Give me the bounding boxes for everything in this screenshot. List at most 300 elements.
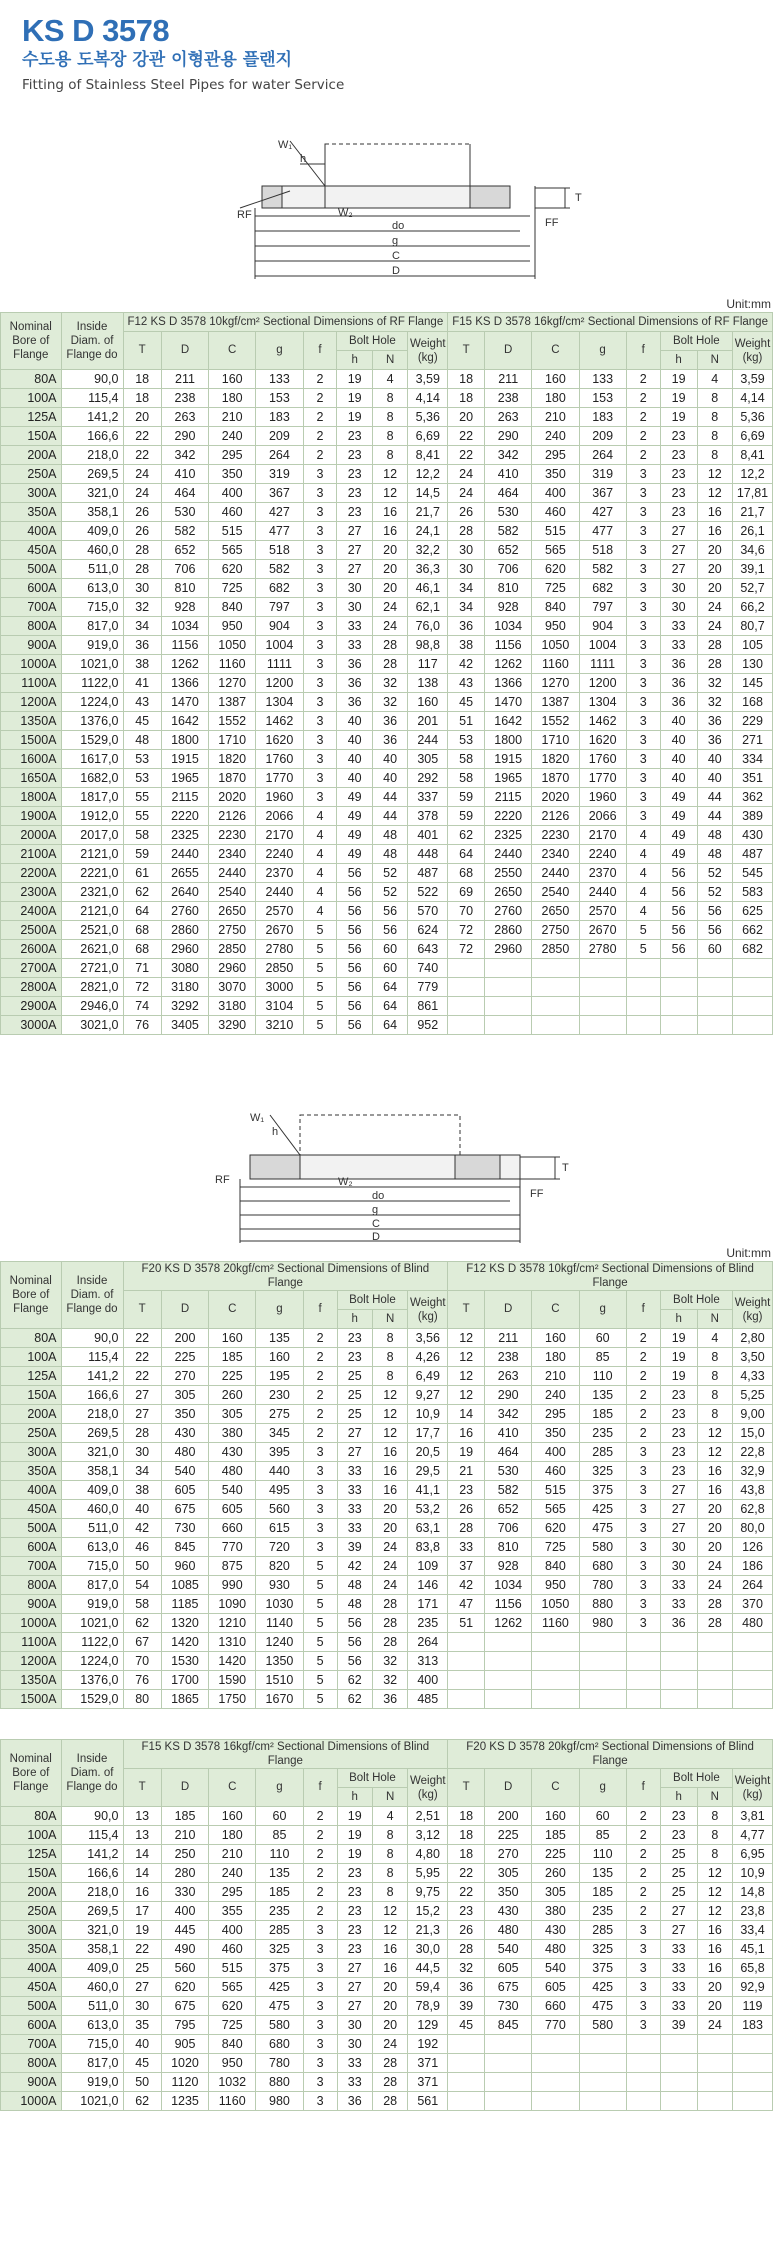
value-cell: 427 xyxy=(579,503,626,522)
value-cell: 3 xyxy=(626,465,660,484)
value-cell: 10,9 xyxy=(408,1405,448,1424)
value-cell xyxy=(697,978,732,997)
value-cell: 295 xyxy=(532,446,579,465)
value-cell: 410 xyxy=(161,465,208,484)
value-cell: 135 xyxy=(256,1864,303,1883)
value-cell: 2126 xyxy=(209,807,256,826)
value-cell: 27 xyxy=(337,1443,372,1462)
value-cell xyxy=(485,959,532,978)
inside-diam-cell: 2121,0 xyxy=(61,845,123,864)
nominal-bore-cell: 450A xyxy=(1,1500,62,1519)
value-cell: 3 xyxy=(303,2016,337,2035)
nominal-bore-cell: 1000A xyxy=(1,2092,62,2111)
inside-diam-cell: 460,0 xyxy=(61,1978,123,1997)
inside-diam-cell: 1376,0 xyxy=(61,1671,123,1690)
col-n: N xyxy=(697,351,732,370)
value-cell: 580 xyxy=(579,2016,626,2035)
value-cell: 263 xyxy=(485,1367,532,1386)
inside-diam-cell: 1122,0 xyxy=(61,674,123,693)
table-row xyxy=(1,864,773,883)
table-row xyxy=(1,1864,773,1883)
nominal-bore-cell: 2000A xyxy=(1,826,62,845)
value-cell: 1820 xyxy=(532,750,579,769)
col-weight: Weight (kg) xyxy=(732,332,772,370)
value-cell xyxy=(697,1633,732,1652)
value-cell: 565 xyxy=(209,541,256,560)
value-cell: 23,8 xyxy=(733,1902,773,1921)
value-cell: 378 xyxy=(408,807,448,826)
value-cell: 27 xyxy=(337,541,372,560)
value-cell: 58 xyxy=(448,769,485,788)
value-cell: 92,9 xyxy=(733,1978,773,1997)
value-cell: 477 xyxy=(256,522,303,541)
value-cell: 4,14 xyxy=(732,389,772,408)
value-cell: 30,0 xyxy=(408,1940,448,1959)
value-cell: 8 xyxy=(372,1826,407,1845)
value-cell: 1770 xyxy=(256,769,303,788)
col-weight: Weight (kg) xyxy=(733,1769,773,1807)
value-cell: 33 xyxy=(660,1576,697,1595)
value-cell xyxy=(579,2092,626,2111)
value-cell: 2170 xyxy=(256,826,303,845)
value-cell: 60 xyxy=(579,1329,626,1348)
value-cell: 3,81 xyxy=(733,1807,773,1826)
value-cell xyxy=(697,2054,732,2073)
value-cell: 48 xyxy=(337,1595,372,1614)
value-cell xyxy=(532,1016,579,1035)
value-cell: 2750 xyxy=(532,921,579,940)
value-cell: 12 xyxy=(448,1348,485,1367)
nominal-bore-cell: 1350A xyxy=(1,712,62,731)
value-cell: 840 xyxy=(532,1557,579,1576)
value-cell: 186 xyxy=(733,1557,773,1576)
table-row xyxy=(1,2092,773,2111)
value-cell: 28 xyxy=(372,1633,407,1652)
value-cell: 36 xyxy=(448,617,485,636)
value-cell: 1235 xyxy=(161,2092,208,2111)
value-cell: 9,27 xyxy=(408,1386,448,1405)
value-cell: 10,9 xyxy=(733,1864,773,1883)
value-cell: 56 xyxy=(337,1633,372,1652)
value-cell: 48 xyxy=(123,731,161,750)
table-row xyxy=(1,1329,773,1348)
value-cell xyxy=(448,978,485,997)
value-cell: 460 xyxy=(532,1462,579,1481)
value-cell: 2220 xyxy=(161,807,208,826)
value-cell: 24 xyxy=(372,617,407,636)
value-cell: 518 xyxy=(256,541,303,560)
value-cell: 41 xyxy=(123,674,161,693)
value-cell: 56 xyxy=(660,902,697,921)
nominal-bore-cell: 400A xyxy=(1,522,62,541)
d-label: D xyxy=(372,1231,380,1243)
inside-diam-cell: 1617,0 xyxy=(61,750,123,769)
value-cell: 52 xyxy=(372,864,407,883)
unit-label: Unit:mm xyxy=(726,1246,771,1260)
value-cell: 980 xyxy=(579,1614,626,1633)
table-row xyxy=(1,693,773,712)
value-cell: 30 xyxy=(337,2016,372,2035)
table-left-title: F20 KS D 3578 20kgf/cm² Sectional Dimensions of Blind Flange xyxy=(123,1262,448,1291)
value-cell: 540 xyxy=(485,1940,532,1959)
table-row xyxy=(1,408,773,427)
value-cell: 680 xyxy=(579,1557,626,1576)
value-cell: 5 xyxy=(303,1557,337,1576)
value-cell: 240 xyxy=(532,1386,579,1405)
value-cell: 4 xyxy=(626,902,660,921)
inside-diam-cell: 1021,0 xyxy=(61,2092,123,2111)
value-cell: 530 xyxy=(161,503,208,522)
value-cell xyxy=(579,1633,626,1652)
value-cell: 8 xyxy=(372,1367,407,1386)
table-right-title: F12 KS D 3578 10kgf/cm² Sectional Dimensions of Blind Flange xyxy=(448,1262,773,1291)
value-cell: 1111 xyxy=(579,655,626,674)
value-cell: 56 xyxy=(660,864,697,883)
value-cell: 3 xyxy=(626,522,660,541)
value-cell: 4,14 xyxy=(408,389,448,408)
value-cell: 2 xyxy=(303,1902,337,1921)
value-cell: 682 xyxy=(732,940,772,959)
inside-diam-cell: 613,0 xyxy=(61,579,123,598)
value-cell: 795 xyxy=(161,2016,208,2035)
value-cell: 14,8 xyxy=(733,1883,773,1902)
value-cell: 3 xyxy=(303,1959,337,1978)
value-cell: 133 xyxy=(579,370,626,389)
value-cell: 130 xyxy=(732,655,772,674)
value-cell: 3 xyxy=(303,598,337,617)
value-cell: 3 xyxy=(626,1595,660,1614)
table-row xyxy=(1,1614,773,1633)
blind-flange-table-1 xyxy=(0,1261,773,1709)
value-cell: 76 xyxy=(123,1671,161,1690)
col-weight: Weight (kg) xyxy=(408,1769,448,1807)
nominal-bore-cell: 150A xyxy=(1,1386,62,1405)
value-cell: 8 xyxy=(372,427,407,446)
value-cell: 33 xyxy=(337,1500,372,1519)
value-cell xyxy=(485,2054,532,2073)
value-cell: 2760 xyxy=(161,902,208,921)
value-cell: 487 xyxy=(408,864,448,883)
value-cell: 9,00 xyxy=(733,1405,773,1424)
value-cell: 1642 xyxy=(161,712,208,731)
value-cell: 5,25 xyxy=(733,1386,773,1405)
value-cell: 28 xyxy=(123,541,161,560)
value-cell: 23 xyxy=(337,1902,372,1921)
value-cell: 1140 xyxy=(256,1614,303,1633)
value-cell: 3292 xyxy=(161,997,208,1016)
value-cell: 464 xyxy=(485,484,532,503)
value-cell: 430 xyxy=(732,826,772,845)
value-cell: 62 xyxy=(337,1671,372,1690)
value-cell: 845 xyxy=(161,1538,208,1557)
col-n: N xyxy=(697,1788,732,1807)
value-cell: 153 xyxy=(256,389,303,408)
value-cell xyxy=(485,1633,532,1652)
value-cell: 561 xyxy=(408,2092,448,2111)
col-f: f xyxy=(626,1291,660,1329)
nominal-bore-cell: 450A xyxy=(1,1978,62,1997)
nominal-bore-cell: 600A xyxy=(1,1538,62,1557)
nominal-bore-cell: 2700A xyxy=(1,959,62,978)
value-cell: 36 xyxy=(660,655,697,674)
value-cell: 290 xyxy=(161,427,208,446)
value-cell: 19 xyxy=(337,1807,372,1826)
value-cell: 2 xyxy=(303,1348,337,1367)
col-n: N xyxy=(697,1310,732,1329)
inside-diam-cell: 218,0 xyxy=(61,1883,123,1902)
value-cell: 2340 xyxy=(532,845,579,864)
value-cell: 362 xyxy=(732,788,772,807)
value-cell: 3 xyxy=(303,541,337,560)
value-cell xyxy=(626,2035,660,2054)
col-g: g xyxy=(579,332,626,370)
value-cell: 26 xyxy=(448,1921,485,1940)
table-row xyxy=(1,484,773,503)
nominal-bore-cell: 1000A xyxy=(1,1614,62,1633)
value-cell: 2540 xyxy=(532,883,579,902)
value-cell: 19 xyxy=(448,1443,485,1462)
value-cell: 180 xyxy=(209,389,256,408)
value-cell: 70 xyxy=(123,1652,161,1671)
value-cell: 295 xyxy=(532,1405,579,1424)
value-cell: 22 xyxy=(448,1864,485,1883)
value-cell: 3 xyxy=(626,655,660,674)
value-cell: 20 xyxy=(372,541,407,560)
col-f: f xyxy=(303,1291,337,1329)
value-cell: 545 xyxy=(732,864,772,883)
value-cell: 400 xyxy=(532,1443,579,1462)
col-c: C xyxy=(532,332,579,370)
inside-diam-cell: 269,5 xyxy=(61,1902,123,1921)
value-cell xyxy=(697,1671,732,1690)
value-cell: 2126 xyxy=(532,807,579,826)
value-cell xyxy=(485,1690,532,1709)
col-weight: Weight (kg) xyxy=(408,332,448,370)
value-cell: 810 xyxy=(485,1538,532,1557)
col-nominal-bore: Nominal Bore of Flange xyxy=(1,313,62,370)
value-cell: 1642 xyxy=(485,712,532,731)
value-cell xyxy=(733,1633,773,1652)
value-cell: 160 xyxy=(532,1807,579,1826)
value-cell: 40 xyxy=(123,2035,161,2054)
value-cell: 425 xyxy=(579,1978,626,1997)
value-cell: 582 xyxy=(485,1481,532,1500)
value-cell: 135 xyxy=(256,1329,303,1348)
value-cell: 39 xyxy=(660,2016,697,2035)
value-cell: 1865 xyxy=(161,1690,208,1709)
value-cell xyxy=(626,2073,660,2092)
value-cell: 6,69 xyxy=(732,427,772,446)
value-cell: 62,1 xyxy=(408,598,448,617)
value-cell: 30 xyxy=(660,598,697,617)
g-label: g xyxy=(372,1204,379,1216)
value-cell: 62 xyxy=(123,1614,161,1633)
value-cell: 3 xyxy=(303,788,337,807)
value-cell: 3 xyxy=(626,636,660,655)
inside-diam-cell: 817,0 xyxy=(61,1576,123,1595)
value-cell: 235 xyxy=(579,1424,626,1443)
inside-diam-cell: 218,0 xyxy=(61,446,123,465)
value-cell: 192 xyxy=(408,2035,448,2054)
value-cell: 185 xyxy=(209,1348,256,1367)
value-cell: 65,8 xyxy=(733,1959,773,1978)
value-cell: 2650 xyxy=(532,902,579,921)
value-cell: 5 xyxy=(303,997,337,1016)
value-cell: 1800 xyxy=(485,731,532,750)
value-cell: 16 xyxy=(697,1959,732,1978)
value-cell: 540 xyxy=(161,1462,208,1481)
value-cell: 39 xyxy=(337,1538,372,1557)
inside-diam-cell: 2321,0 xyxy=(61,883,123,902)
value-cell: 2780 xyxy=(256,940,303,959)
value-cell: 2230 xyxy=(209,826,256,845)
value-cell: 1320 xyxy=(161,1614,208,1633)
table-row xyxy=(1,427,773,446)
table-row xyxy=(1,522,773,541)
inside-diam-cell: 919,0 xyxy=(61,636,123,655)
value-cell: 928 xyxy=(485,598,532,617)
value-cell: 12 xyxy=(448,1386,485,1405)
value-cell: 1510 xyxy=(256,1671,303,1690)
value-cell: 3 xyxy=(303,2035,337,2054)
value-cell: 56 xyxy=(697,902,732,921)
value-cell xyxy=(733,1652,773,1671)
table-row xyxy=(1,731,773,750)
inside-diam-cell: 269,5 xyxy=(61,1424,123,1443)
value-cell: 3 xyxy=(626,617,660,636)
value-cell: 225 xyxy=(532,1845,579,1864)
value-cell: 375 xyxy=(256,1959,303,1978)
inside-diam-cell: 2621,0 xyxy=(61,940,123,959)
value-cell: 2 xyxy=(626,1386,660,1405)
value-cell: 285 xyxy=(579,1921,626,1940)
value-cell xyxy=(448,1633,485,1652)
value-cell: 779 xyxy=(408,978,448,997)
col-d: D xyxy=(485,1769,532,1807)
value-cell: 1960 xyxy=(579,788,626,807)
value-cell: 12 xyxy=(697,1443,732,1462)
value-cell: 2 xyxy=(626,1329,660,1348)
value-cell: 32 xyxy=(372,1652,407,1671)
value-cell: 1710 xyxy=(532,731,579,750)
value-cell: 145 xyxy=(732,674,772,693)
value-cell: 23 xyxy=(337,503,372,522)
inside-diam-cell: 2946,0 xyxy=(61,997,123,1016)
blind-flange-table-2 xyxy=(0,1739,773,2111)
value-cell: 3 xyxy=(303,2092,337,2111)
value-cell: 8 xyxy=(372,389,407,408)
inside-diam-cell: 90,0 xyxy=(61,1329,123,1348)
col-c: C xyxy=(209,1769,256,1807)
value-cell: 1304 xyxy=(579,693,626,712)
value-cell: 5,36 xyxy=(732,408,772,427)
value-cell: 80,0 xyxy=(733,1519,773,1538)
value-cell xyxy=(626,1633,660,1652)
value-cell: 350 xyxy=(532,1424,579,1443)
value-cell: 16 xyxy=(697,522,732,541)
value-cell: 46 xyxy=(123,1538,161,1557)
inside-diam-cell: 1021,0 xyxy=(61,1614,123,1633)
value-cell xyxy=(448,1016,485,1035)
value-cell: 20 xyxy=(697,579,732,598)
value-cell: 52,7 xyxy=(732,579,772,598)
value-cell: 2 xyxy=(303,1367,337,1386)
value-cell: 375 xyxy=(579,1481,626,1500)
value-cell: 49 xyxy=(660,788,697,807)
value-cell: 4,26 xyxy=(408,1348,448,1367)
value-cell: 380 xyxy=(532,1902,579,1921)
nominal-bore-cell: 1350A xyxy=(1,1671,62,1690)
value-cell: 52 xyxy=(697,883,732,902)
value-cell: 3 xyxy=(626,1443,660,1462)
value-cell: 18 xyxy=(123,370,161,389)
nominal-bore-cell: 100A xyxy=(1,389,62,408)
value-cell: 85 xyxy=(256,1826,303,1845)
value-cell: 3,12 xyxy=(408,1826,448,1845)
value-cell: 2860 xyxy=(161,921,208,940)
value-cell: 126 xyxy=(733,1538,773,1557)
value-cell: 40 xyxy=(337,750,372,769)
table-row xyxy=(1,845,773,864)
col-g: g xyxy=(579,1769,626,1807)
title-english: Fitting of Stainless Steel Pipes for water Service xyxy=(22,77,345,93)
table-row xyxy=(1,1652,773,1671)
col-t: T xyxy=(123,1769,161,1807)
value-cell: 110 xyxy=(579,1367,626,1386)
value-cell xyxy=(579,1652,626,1671)
inside-diam-cell: 269,5 xyxy=(61,465,123,484)
value-cell: 2370 xyxy=(256,864,303,883)
table-row xyxy=(1,1595,773,1614)
value-cell: 3 xyxy=(626,1921,660,1940)
value-cell: 20 xyxy=(372,1519,407,1538)
value-cell: 905 xyxy=(161,2035,208,2054)
value-cell: 21,7 xyxy=(408,503,448,522)
value-cell: 40 xyxy=(697,769,732,788)
value-cell: 19 xyxy=(660,1367,697,1386)
value-cell: 1160 xyxy=(532,1614,579,1633)
value-cell: 28 xyxy=(448,522,485,541)
value-cell: 12,2 xyxy=(408,465,448,484)
value-cell: 33 xyxy=(337,1462,372,1481)
value-cell xyxy=(579,1671,626,1690)
value-cell: 28 xyxy=(448,1940,485,1959)
value-cell: 3 xyxy=(303,579,337,598)
value-cell: 2 xyxy=(303,1845,337,1864)
value-cell: 662 xyxy=(732,921,772,940)
value-cell: 183 xyxy=(256,408,303,427)
value-cell: 12 xyxy=(372,484,407,503)
value-cell: 410 xyxy=(485,1424,532,1443)
value-cell: 3 xyxy=(303,617,337,636)
value-cell: 133 xyxy=(256,370,303,389)
value-cell: 12,2 xyxy=(732,465,772,484)
value-cell: 730 xyxy=(161,1519,208,1538)
value-cell: 605 xyxy=(485,1959,532,1978)
value-cell: 56 xyxy=(697,921,732,940)
value-cell: 16 xyxy=(448,1424,485,1443)
value-cell: 1760 xyxy=(579,750,626,769)
inside-diam-cell: 2221,0 xyxy=(61,864,123,883)
value-cell: 28 xyxy=(448,1519,485,1538)
value-cell: 810 xyxy=(485,579,532,598)
value-cell: 5 xyxy=(303,1671,337,1690)
value-cell: 8 xyxy=(697,1367,732,1386)
inside-diam-cell: 166,6 xyxy=(61,427,123,446)
value-cell: 1620 xyxy=(256,731,303,750)
value-cell: 3 xyxy=(626,503,660,522)
value-cell: 42 xyxy=(448,655,485,674)
